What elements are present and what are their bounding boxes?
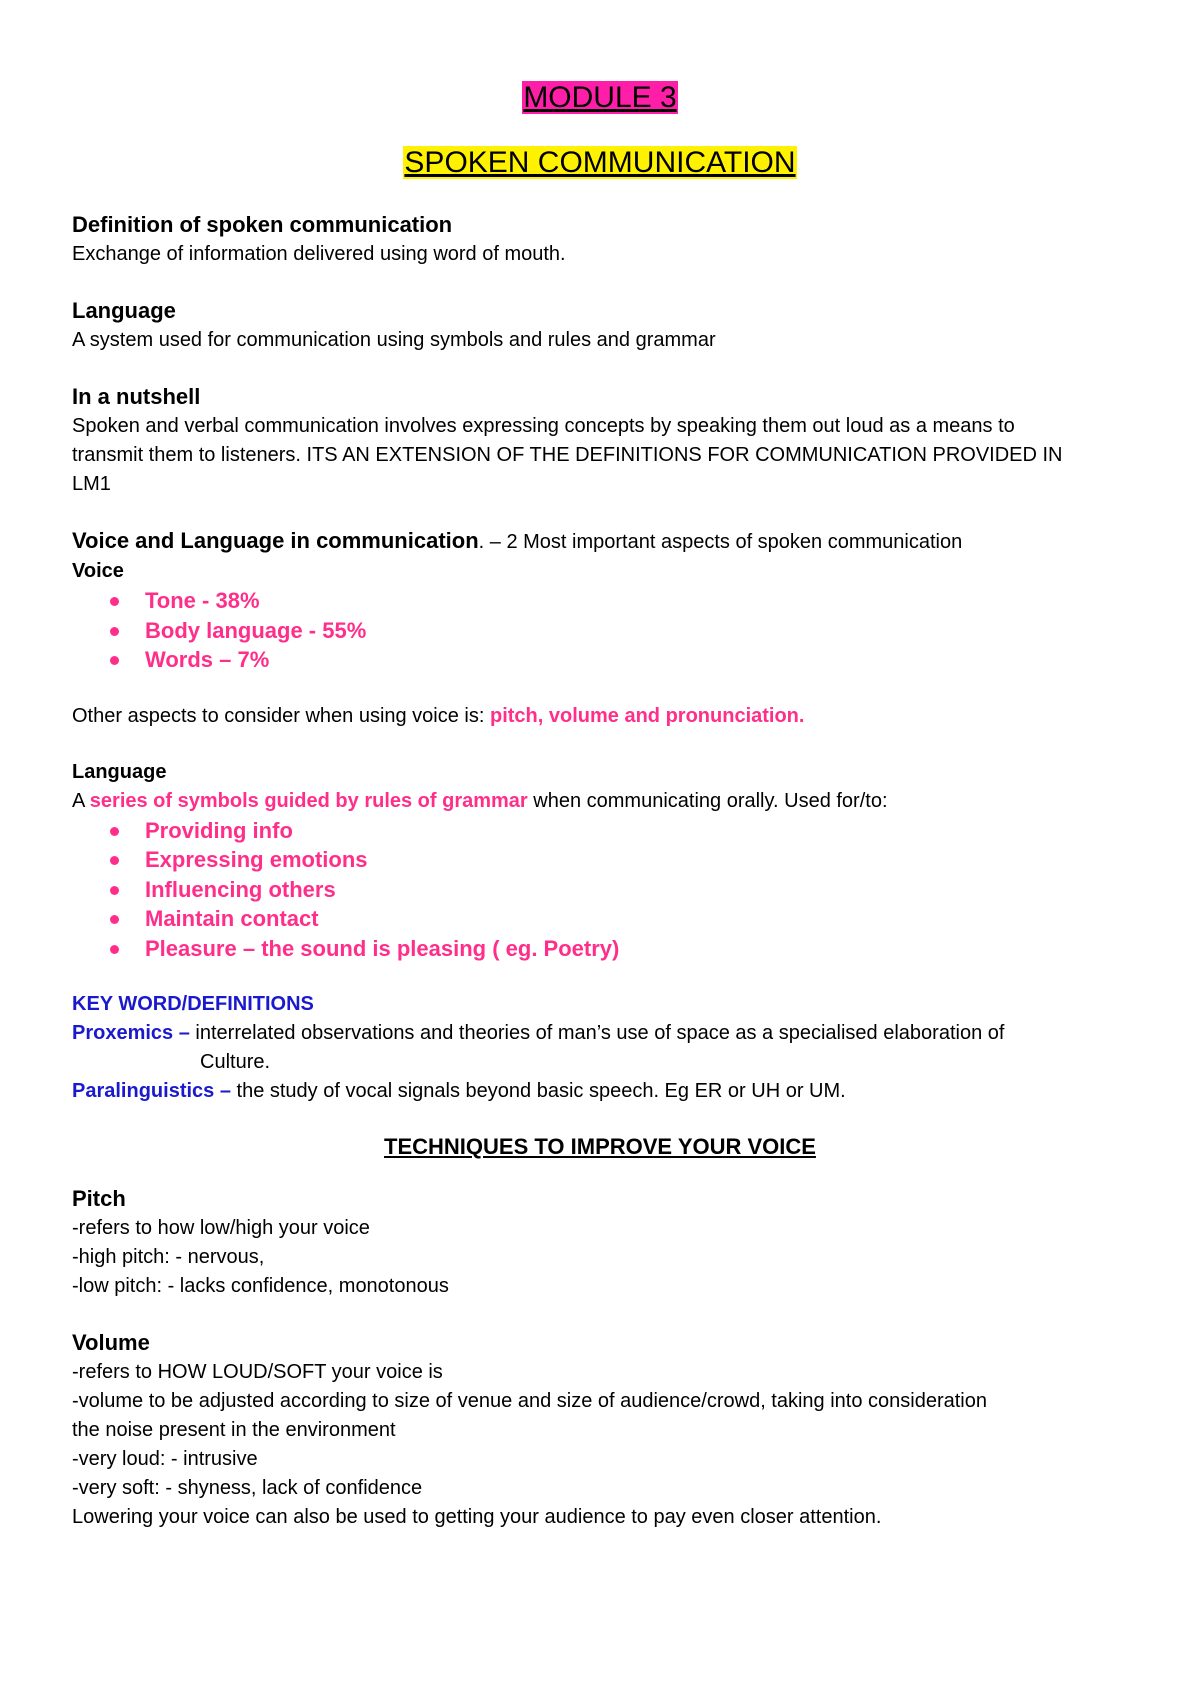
topic-title — [72, 145, 1128, 187]
bullet-icon — [110, 945, 119, 954]
bullet-icon — [110, 856, 119, 865]
volume-line: Lowering your voice can also be used to getting your audience to pay even closer attention. — [72, 1506, 882, 1528]
bullet-icon — [110, 597, 119, 606]
module-title-text: MODULE 3 — [523, 81, 677, 114]
bullet-icon — [110, 886, 119, 895]
paralinguistics-row — [72, 1077, 1128, 1106]
paralinguistics-term: Paralinguistics – — [72, 1080, 237, 1102]
voice-language-heading: Voice and Language in communication — [72, 528, 479, 553]
voice-language-period: . — [478, 531, 485, 553]
voice-label: Voice — [72, 560, 124, 582]
volume-line: the noise present in the environment — [72, 1419, 396, 1441]
bullet-icon — [110, 627, 119, 636]
language-uses-list — [72, 816, 1128, 964]
nutshell-line-3: LM1 — [72, 473, 111, 495]
topic-title-text: SPOKEN COMMUNICATION — [404, 146, 796, 179]
definition-heading: Definition of spoken communication — [72, 212, 453, 237]
language-intro-highlight: series of symbols guided by rules of grammar — [89, 789, 528, 812]
techniques-heading: TECHNIQUES TO IMPROVE YOUR VOICE — [384, 1134, 816, 1159]
list-item: Pleasure – the sound is pleasing ( eg. Poetry) — [72, 934, 1128, 964]
volume-line: -volume to be adjusted according to size of venue and size of audience/crowd, taking into consideration — [72, 1390, 987, 1412]
module-title — [72, 0, 1128, 122]
other-aspects-highlight: pitch, volume and pronunciation. — [490, 704, 805, 727]
key-words-heading: KEY WORD/DEFINITIONS — [72, 993, 314, 1015]
volume-line: -refers to HOW LOUD/SOFT your voice is — [72, 1361, 443, 1383]
language-intro-row — [72, 787, 1128, 816]
list-item: Body language - 55% — [72, 616, 1128, 646]
proxemics-continuation: Culture. — [200, 1051, 271, 1073]
bullet-icon — [110, 656, 119, 665]
language-intro-a: A — [72, 789, 90, 812]
language-def-text: A system used for communication using symbols and rules and grammar — [72, 329, 716, 351]
pitch-line: -low pitch: - lacks confidence, monotonous — [72, 1275, 449, 1297]
language-intro-rest: when communicating orally. Used for/to: — [527, 789, 888, 812]
nutshell-heading: In a nutshell — [72, 384, 201, 409]
nutshell-line-1: Spoken and verbal communication involves expressing concepts by speaking them out loud as a means to — [72, 415, 1015, 437]
proxemics-term: Proxemics – — [72, 1022, 196, 1044]
voice-language-note: – 2 Most important aspects of spoken communication — [484, 531, 963, 553]
other-aspects-row — [72, 702, 1128, 731]
voice-list — [72, 586, 1128, 675]
list-item: Words – 7% — [72, 645, 1128, 675]
pitch-line: -high pitch: - nervous, — [72, 1246, 265, 1268]
volume-line: -very soft: - shyness, lack of confidence — [72, 1477, 423, 1499]
list-item: Tone - 38% — [72, 586, 1128, 616]
language-def-heading: Language — [72, 298, 176, 323]
proxemics-text: interrelated observations and theories of man’s use of space as a specialised elaboration of — [195, 1022, 1005, 1044]
pitch-line: -refers to how low/high your voice — [72, 1217, 370, 1239]
language-label: Language — [72, 760, 167, 783]
list-item: Providing info — [72, 816, 1128, 846]
volume-line: -very loud: - intrusive — [72, 1448, 258, 1470]
paralinguistics-text: the study of vocal signals beyond basic speech. Eg ER or UH or UM. — [236, 1080, 846, 1102]
list-item: Influencing others — [72, 875, 1128, 905]
list-item: Maintain contact — [72, 904, 1128, 934]
list-item: Expressing emotions — [72, 845, 1128, 875]
volume-heading: Volume — [72, 1330, 150, 1355]
nutshell-line-2: transmit them to listeners. ITS AN EXTENSION OF THE DEFINITIONS FOR COMMUNICATION PROVIDED IN — [72, 444, 1063, 466]
bullet-icon — [110, 827, 119, 836]
pitch-heading: Pitch — [72, 1186, 126, 1211]
bullet-icon — [110, 915, 119, 924]
definition-text: Exchange of information delivered using word of mouth. — [72, 243, 566, 265]
voice-language-heading-row — [72, 526, 1128, 557]
other-aspects-text: Other aspects to consider when using voice is: — [72, 704, 490, 727]
proxemics-row — [72, 1019, 1128, 1048]
